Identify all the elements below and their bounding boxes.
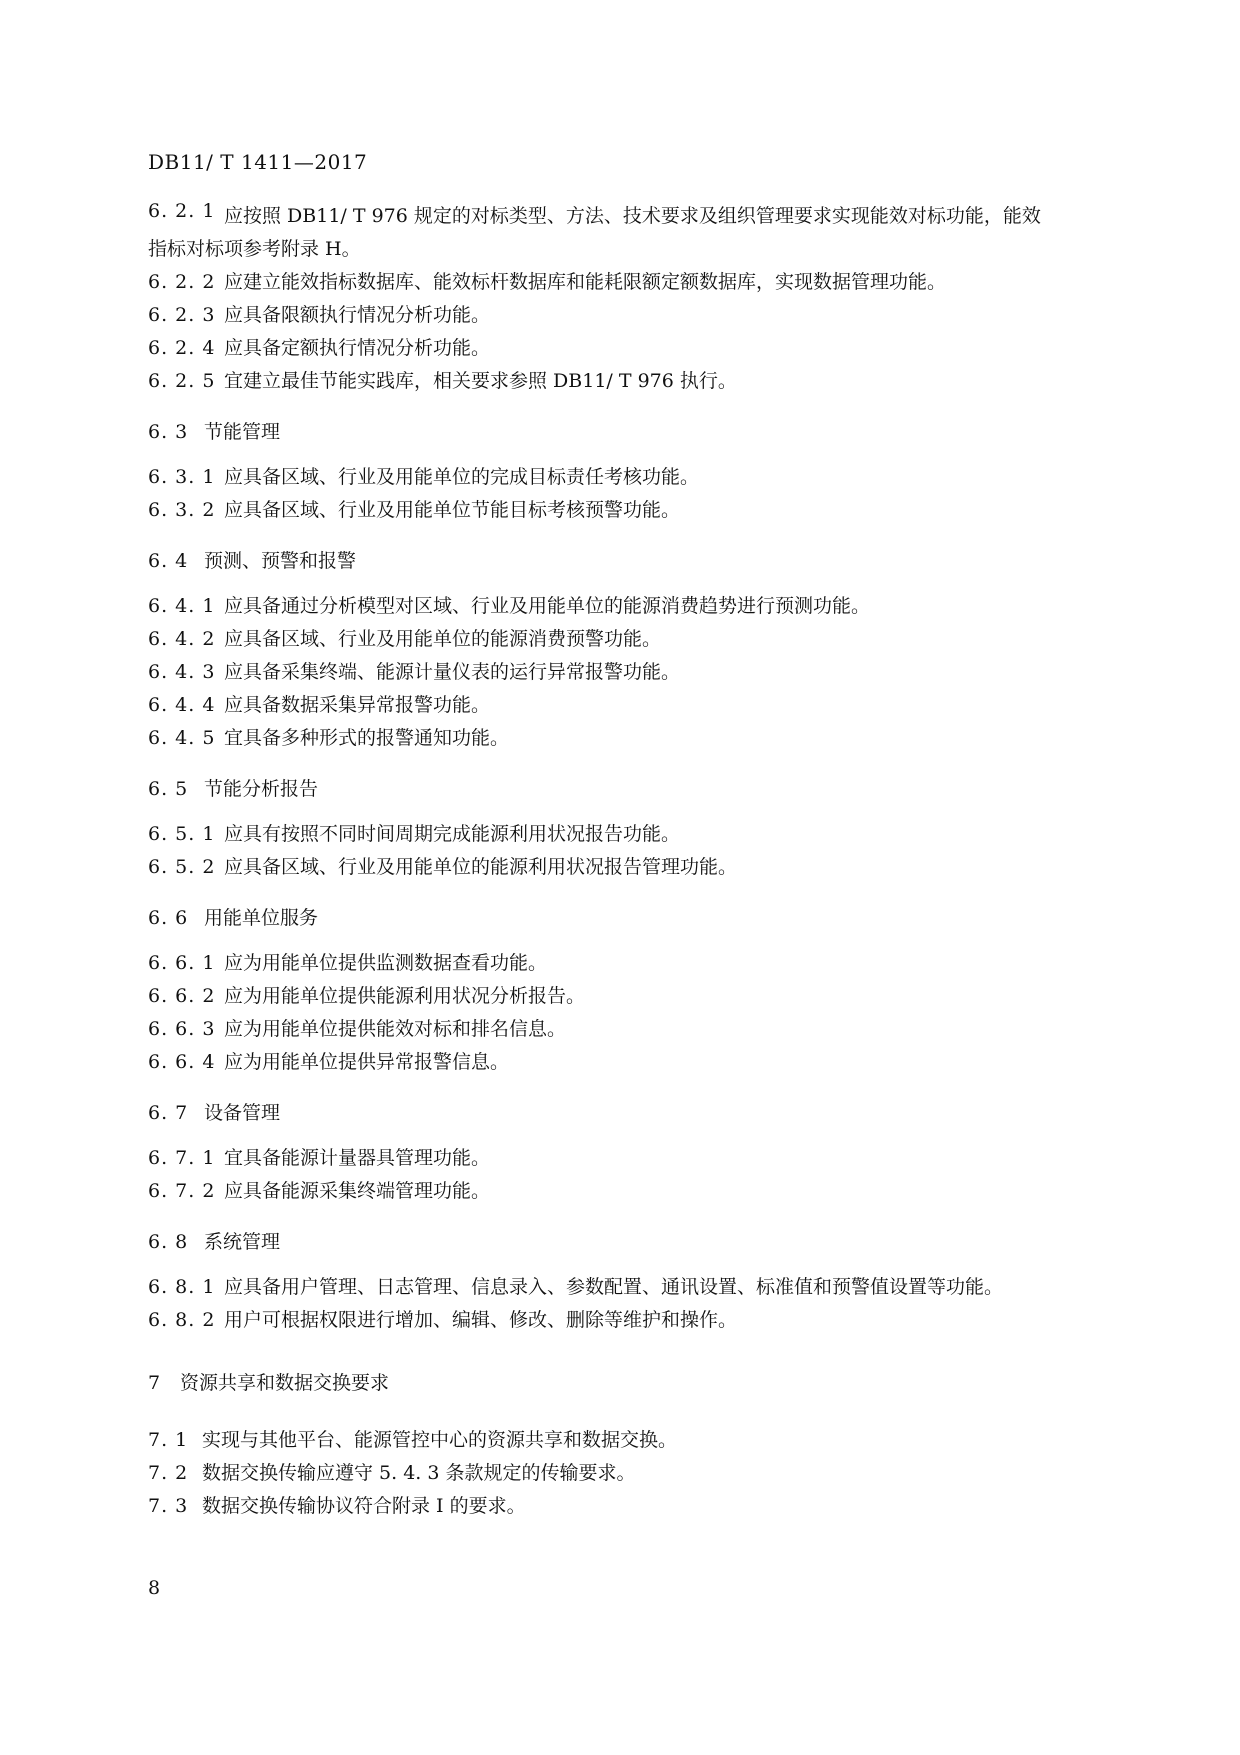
clause-text-line: 应按照 DB11/ T 976 规定的对标类型、方法、技术要求及组织管理要求实现能效对标功能，能效 bbox=[224, 205, 1041, 227]
clause-text: 应具备定额执行情况分析功能。 bbox=[224, 337, 491, 359]
clause-number: 6. 6. 1 bbox=[148, 952, 216, 974]
clause-text: 应具备能源采集终端管理功能。 bbox=[224, 1180, 491, 1202]
section-title: 系统管理 bbox=[204, 1231, 281, 1253]
clause-text: 数据交换传输协议符合附录 I 的要求。 bbox=[202, 1495, 526, 1517]
clause-text-continuation: 指标对标项参考附录 H。 bbox=[148, 238, 361, 260]
clause-6-3-2 bbox=[148, 494, 1138, 527]
clause-number: 6. 4. 4 bbox=[148, 694, 216, 716]
section-title: 节能分析报告 bbox=[204, 778, 319, 800]
clause-number: 7. 3 bbox=[148, 1495, 189, 1517]
clause-number: 6. 5. 2 bbox=[148, 856, 216, 878]
section-number: 6. 4 bbox=[148, 550, 189, 572]
clause-6-2-3 bbox=[148, 299, 1138, 332]
section-heading-6-5 bbox=[148, 773, 1138, 806]
clause-6-6-3 bbox=[148, 1013, 1138, 1046]
clause-text: 宜具备能源计量器具管理功能。 bbox=[224, 1147, 491, 1169]
clause-6-6-4 bbox=[148, 1046, 1138, 1079]
clause-number: 6. 2. 1 bbox=[148, 200, 216, 222]
clause-number: 6. 4. 5 bbox=[148, 727, 216, 749]
section-heading-6-8 bbox=[148, 1226, 1138, 1259]
clause-6-4-3 bbox=[148, 656, 1138, 689]
clause-text bbox=[148, 200, 1138, 233]
clause-text: 应具备采集终端、能源计量仪表的运行异常报警功能。 bbox=[224, 661, 681, 683]
clause-7-2 bbox=[148, 1457, 1138, 1490]
clause-text: 应具备区域、行业及用能单位的能源消费预警功能。 bbox=[224, 628, 662, 650]
clause-6-4-1 bbox=[148, 590, 1138, 623]
clause-text: 实现与其他平台、能源管控中心的资源共享和数据交换。 bbox=[202, 1429, 678, 1451]
clause-6-5-2 bbox=[148, 851, 1138, 884]
clause-text: 应具有按照不同时间周期完成能源利用状况报告功能。 bbox=[224, 823, 681, 845]
clause-number: 6. 3. 1 bbox=[148, 466, 216, 488]
section-heading-6-3 bbox=[148, 416, 1138, 449]
section-title: 设备管理 bbox=[204, 1102, 281, 1124]
clause-text: 应为用能单位提供能效对标和排名信息。 bbox=[224, 1018, 567, 1040]
clause-number: 6. 2. 5 bbox=[148, 370, 216, 392]
clause-6-4-5 bbox=[148, 722, 1138, 755]
clause-text: 应为用能单位提供监测数据查看功能。 bbox=[224, 952, 548, 974]
clause-7-3 bbox=[148, 1490, 1138, 1523]
page-number: 8 bbox=[148, 1577, 161, 1599]
clause-6-2-1 bbox=[148, 200, 1138, 233]
section-number: 6. 7 bbox=[148, 1102, 189, 1124]
clause-number: 6. 6. 2 bbox=[148, 985, 216, 1007]
clause-text: 应具备通过分析模型对区域、行业及用能单位的能源消费趋势进行预测功能。 bbox=[224, 595, 871, 617]
document-code: DB11/ T 1411—2017 bbox=[148, 150, 368, 174]
clause-6-2-5 bbox=[148, 365, 1138, 398]
clause-number: 6. 2. 2 bbox=[148, 271, 216, 293]
clause-6-4-2 bbox=[148, 623, 1138, 656]
section-number: 6. 3 bbox=[148, 421, 189, 443]
clause-number: 6. 2. 4 bbox=[148, 337, 216, 359]
section-title: 节能管理 bbox=[204, 421, 281, 443]
clause-text: 用户可根据权限进行增加、编辑、修改、删除等维护和操作。 bbox=[224, 1309, 738, 1331]
clause-number: 6. 3. 2 bbox=[148, 499, 216, 521]
chapter-number: 7 bbox=[148, 1372, 162, 1394]
clause-text: 应具备限额执行情况分析功能。 bbox=[224, 304, 491, 326]
section-number: 6. 5 bbox=[148, 778, 189, 800]
clause-number: 6. 6. 3 bbox=[148, 1018, 216, 1040]
clause-6-6-1 bbox=[148, 947, 1138, 980]
clause-6-7-1 bbox=[148, 1142, 1138, 1175]
section-number: 6. 8 bbox=[148, 1231, 189, 1253]
clause-6-7-2 bbox=[148, 1175, 1138, 1208]
clause-text: 数据交换传输应遵守 5. 4. 3 条款规定的传输要求。 bbox=[202, 1462, 636, 1484]
clause-text: 应建立能效指标数据库、能效标杆数据库和能耗限额定额数据库，实现数据管理功能。 bbox=[224, 271, 947, 293]
clause-number: 6. 2. 3 bbox=[148, 304, 216, 326]
clause-text: 应为用能单位提供异常报警信息。 bbox=[224, 1051, 510, 1073]
section-heading-6-4 bbox=[148, 545, 1138, 578]
clause-number: 6. 4. 1 bbox=[148, 595, 216, 617]
clause-number: 6. 6. 4 bbox=[148, 1051, 216, 1073]
clause-number: 7. 1 bbox=[148, 1429, 189, 1451]
clause-number: 7. 2 bbox=[148, 1462, 189, 1484]
clause-text: 应具备区域、行业及用能单位节能目标考核预警功能。 bbox=[224, 499, 681, 521]
clause-number: 6. 8. 1 bbox=[148, 1276, 216, 1298]
clause-text: 应为用能单位提供能源利用状况分析报告。 bbox=[224, 985, 586, 1007]
clause-number: 6. 5. 1 bbox=[148, 823, 216, 845]
section-number: 6. 6 bbox=[148, 907, 189, 929]
clause-number: 6. 4. 2 bbox=[148, 628, 216, 650]
chapter-title: 资源共享和数据交换要求 bbox=[180, 1372, 390, 1394]
clause-number: 6. 8. 2 bbox=[148, 1309, 216, 1331]
document-body bbox=[148, 200, 1138, 1523]
clause-text: 应具备区域、行业及用能单位的能源利用状况报告管理功能。 bbox=[224, 856, 738, 878]
clause-text: 应具备区域、行业及用能单位的完成目标责任考核功能。 bbox=[224, 466, 700, 488]
section-heading-6-6 bbox=[148, 902, 1138, 935]
clause-number: 6. 7. 1 bbox=[148, 1147, 216, 1169]
clause-6-2-2 bbox=[148, 266, 1138, 299]
section-title: 用能单位服务 bbox=[204, 907, 319, 929]
clause-6-3-1 bbox=[148, 461, 1138, 494]
clause-text: 应具备数据采集异常报警功能。 bbox=[224, 694, 491, 716]
clause-6-5-1 bbox=[148, 818, 1138, 851]
section-title: 预测、预警和报警 bbox=[204, 550, 357, 572]
clause-text: 宜具备多种形式的报警通知功能。 bbox=[224, 727, 510, 749]
clause-text: 宜建立最佳节能实践库，相关要求参照 DB11/ T 976 执行。 bbox=[224, 370, 737, 392]
clause-6-6-2 bbox=[148, 980, 1138, 1013]
clause-6-4-4 bbox=[148, 689, 1138, 722]
section-heading-6-7 bbox=[148, 1097, 1138, 1130]
clause-7-1 bbox=[148, 1424, 1138, 1457]
clause-6-2-4 bbox=[148, 332, 1138, 365]
clause-text: 应具备用户管理、日志管理、信息录入、参数配置、通讯设置、标准值和预警值设置等功能。 bbox=[224, 1276, 1004, 1298]
clause-6-8-2 bbox=[148, 1304, 1138, 1337]
chapter-heading-7 bbox=[148, 1367, 1138, 1400]
clause-number: 6. 7. 2 bbox=[148, 1180, 216, 1202]
clause-6-8-1 bbox=[148, 1271, 1138, 1304]
clause-number: 6. 4. 3 bbox=[148, 661, 216, 683]
